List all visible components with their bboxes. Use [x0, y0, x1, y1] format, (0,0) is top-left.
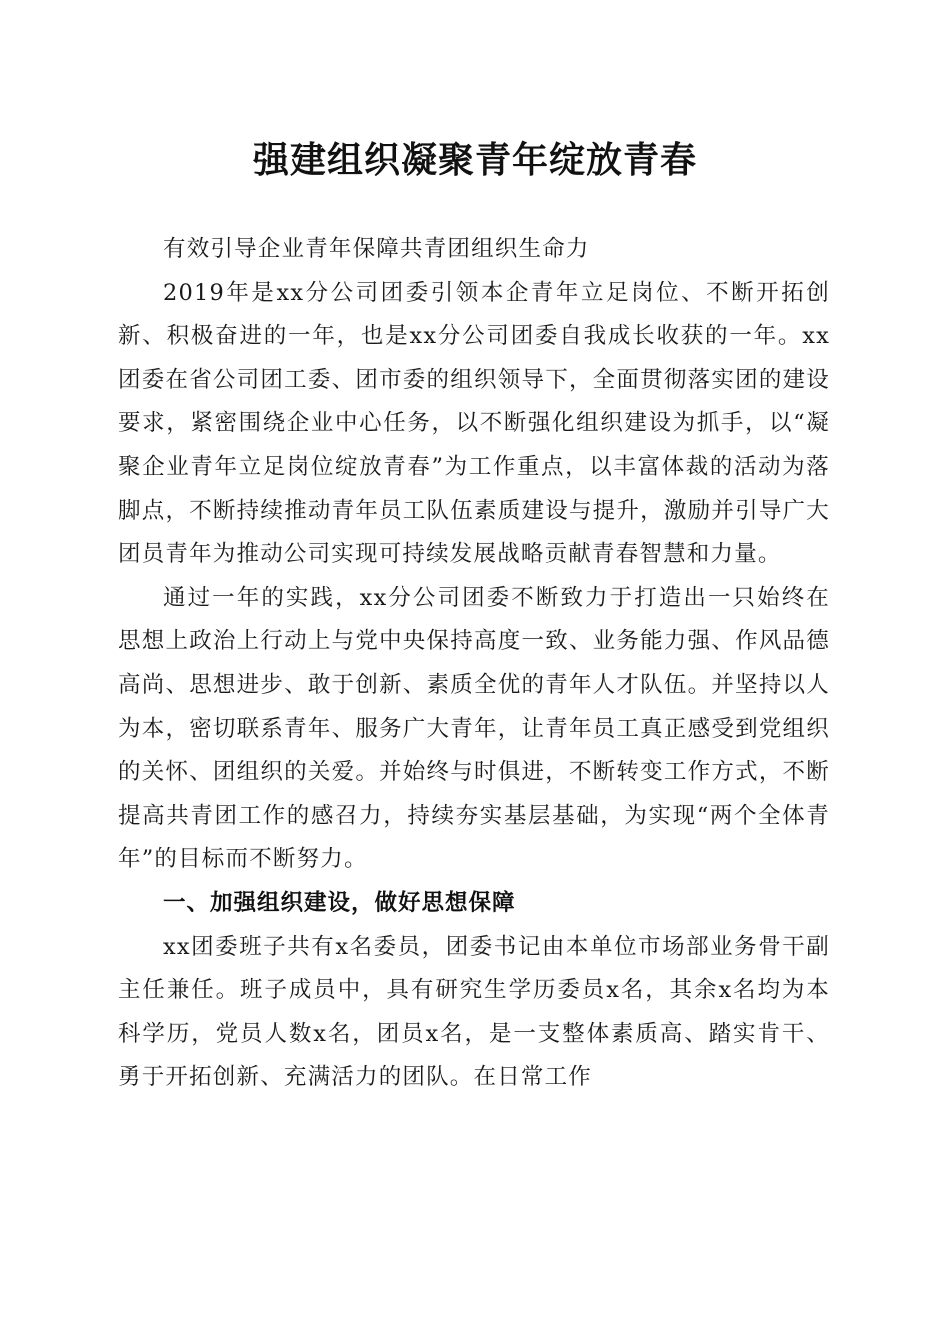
- section-paragraph: xx团委班子共有x名委员，团委书记由本单位市场部业务骨干副主任兼任。班子成员中，具有研究生学历委员x名，其余x名均为本科学历，党员人数x名，团员x名，是一支整体素质高、踏实肯干、勇于开拓创新、充满活力的团队。在日常工作: [118, 933, 830, 1091]
- section-heading: 一、加强组织建设，做好思想保障: [163, 889, 516, 916]
- body-paragraph: 通过一年的实践，xx分公司团委不断致力于打造出一只始终在思想上政治上行动上与党中央保持高度一致、业务能力强、作风品德高尚、思想进步、敢于创新、素质全优的青年人才队伍。并坚持以人为本，密切联系青年、服务广大青年，让青年员工真正感受到党组织的关怀、团组织的关爱。并始终与时俱进，不断转变工作方式，不断提高共青团工作的感召力，持续夯实基层基础，为实现“两个全体青年”的目标而不断努力。: [118, 584, 830, 873]
- document-title: 强建组织凝聚青年绽放青春: [252, 139, 697, 181]
- document-body: [118, 228, 830, 1100]
- subtitle-paragraph: 有效引导企业青年保障共青团组织生命力: [163, 236, 590, 262]
- body-paragraph: 2019年是xx分公司团委引领本企青年立足岗位、不断开拓创新、积极奋进的一年，也是xx分公司团委自我成长收获的一年。xx团委在省公司团工委、团市委的组织领导下，全面贯彻落实团的建设要求，紧密围绕企业中心任务，以不断强化组织建设为抓手，以“凝聚企业青年立足岗位绽放青春”为工作重点，以丰富体裁的活动为落脚点，不断持续推动青年员工队伍素质建设与提升，激励并引导广大团员青年为推动公司实现可持续发展战略贡献青春智慧和力量。: [118, 279, 830, 568]
